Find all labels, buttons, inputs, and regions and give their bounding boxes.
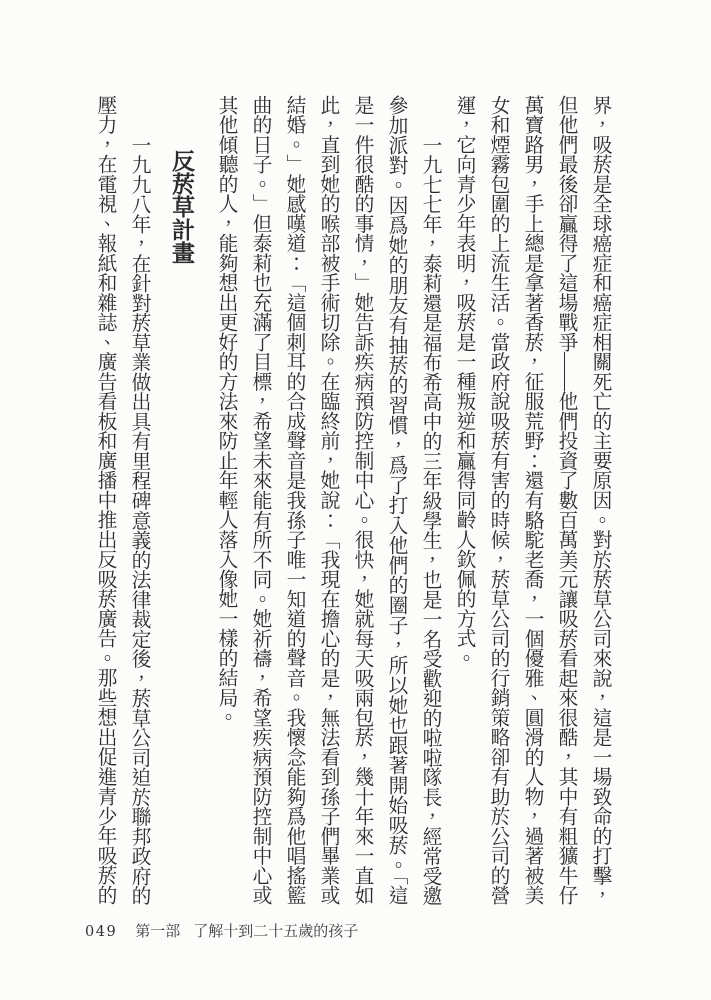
page-number: 049 xyxy=(85,924,118,940)
page-footer xyxy=(85,920,358,941)
paragraph-tobacco-marketing: 界，吸菸是全球癌症和癌症相關死亡的主要原因。對於菸草公司來說，這是一場致命的打擊，但他們最後卻贏得了這場戰爭——他們投資了數百萬美元讓吸菸看起來很酷，其中有粗獷牛仔萬寶路男，手上總是拿著香菸，征服荒野：還有駱駝老喬，一個優雅、圓滑的人物，過著被美女和煙霧包圍的上流生活。當政府說吸菸有害的時候，菸草公司的行銷策略卻有助於公司的營運，它向青少年表明，吸菸是一種叛逆和贏得同齡人欽佩的方式。 xyxy=(453,95,611,905)
part-label: 第一部 xyxy=(135,924,181,940)
section-heading-anti-tobacco-plan: 反菸草計畫 xyxy=(169,149,195,264)
paragraph-terrie-story: 一九七七年，泰莉還是福布希高中的三年級學生，也是一名受歡迎的啦啦隊長，經常受邀參加派對。因爲她的朋友有抽菸的習慣，爲了打入他們的圈子，所以她也跟著開始吸菸。「這是一件很酷的事情，」她告訴疾病預防控制中心。很快，她就每天吸兩包菸，幾十年來一直如此，直到她的喉部被手術切除。在臨終前，她說：「我現在擔心的是，無法看到孫子們畢業或結婚。」她感嘆道：「這個刺耳的合成聲音是我孫子唯一知道的聲音。我懷念能夠爲他唱搖籃曲的日子。」但泰莉也充滿了目標，希望未來能有所不同。她祈禱，希望疾病預防控制中心或其他傾聽的人，能夠想出更好的方法來防止年輕人落入像她一樣的結局。 xyxy=(215,95,441,905)
paragraph-anti-tobacco-ads: 一九九八年，在針對菸草業做出具有里程碑意義的法律裁定後，菸草公司迫於聯邦政府的壓力，在電視、報紙和雜誌、廣告看板和廣播中推出反吸菸廣告。那些想出促進青少年吸菸的 xyxy=(94,95,150,905)
vertical-text-block xyxy=(88,95,617,905)
chapter-title: 了解十到二十五歲的孩子 xyxy=(193,924,359,940)
